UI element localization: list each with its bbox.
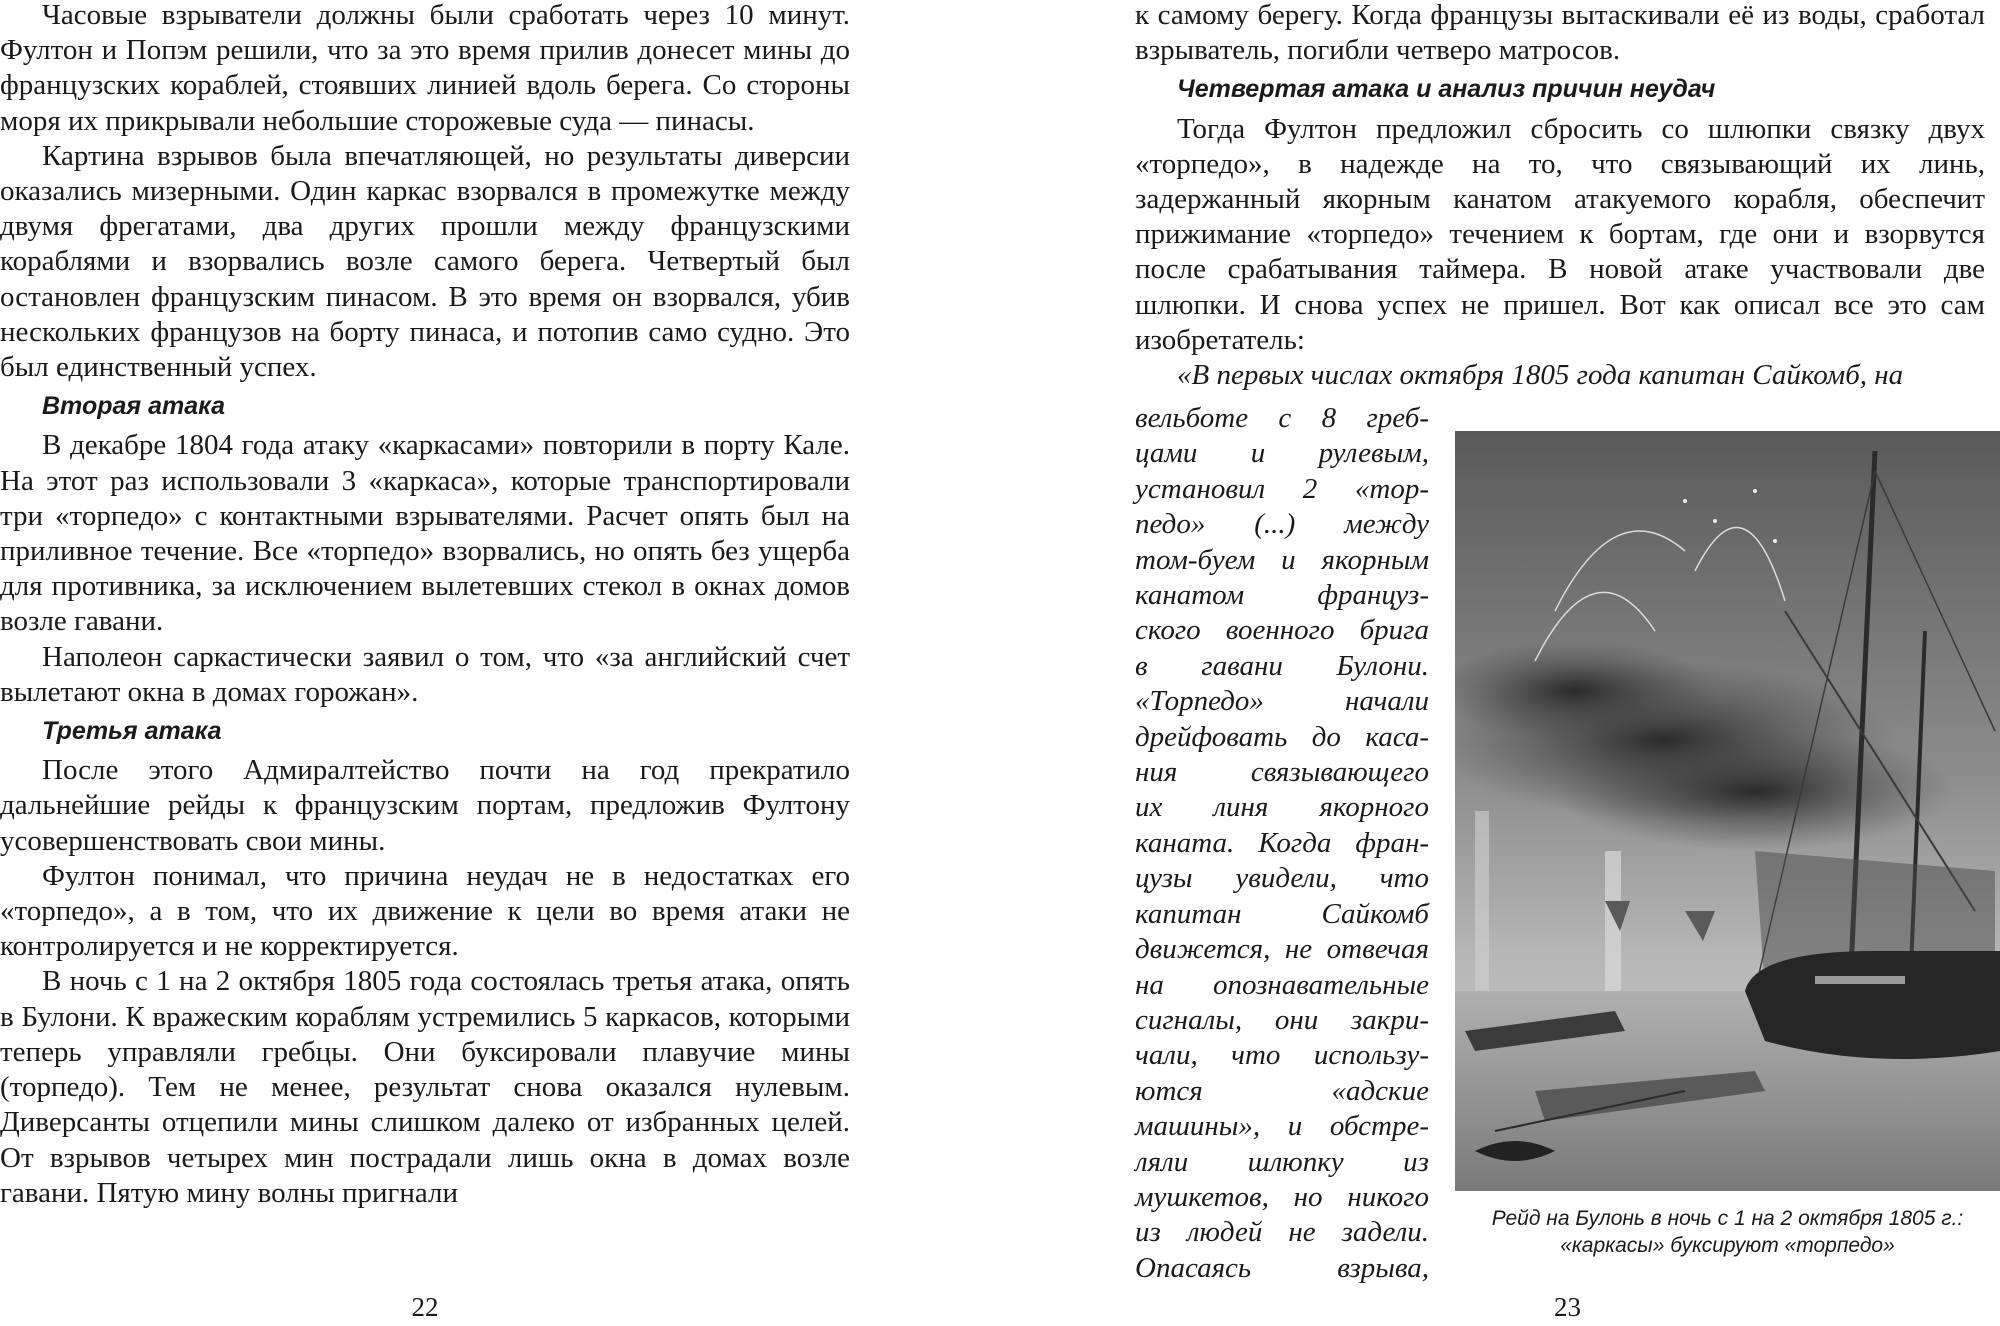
right-page <box>1135 0 2000 1326</box>
quote-line: машины», и обстре- <box>1135 1110 1429 1143</box>
paragraph: к самому берегу. Когда французы вытаскивали её из воды, сработал взрыватель, погибли четверо матросов. <box>1135 0 1985 67</box>
quote-first-line: «В первых числах октября 1805 года капитан Сайкомб, на <box>1177 359 1904 392</box>
quote-line: ляли шлюпку из <box>1135 1145 1429 1178</box>
quote-line: капитан Сайкомб <box>1135 897 1429 930</box>
quote-line: установил 2 «тор- <box>1135 472 1429 505</box>
quote-column <box>1135 401 1429 1286</box>
figure-caption: Рейд на Булонь в ночь с 1 на 2 октября 1805 г.: «каркасы» буксируют «торпедо» <box>1491 1207 1964 1257</box>
quote-line: педо» (...) между <box>1135 508 1429 541</box>
paragraph: Тогда Фултон предложил сбросить со шлюпки связку двух «торпедо», в надежде на то, что связывающий их линь, задержанный якорным канатом атакуемого корабля, обеспечит прижимание «торпедо» течением к бортам, где они и взорвутся после срабатывания таймера. В новой атаке участвовали две шлюпки. И снова успех не пришел. Вот как описал все это сам изобретатель: <box>1135 112 1985 356</box>
quote-line: канатом француз- <box>1135 579 1429 612</box>
quote-line: вельботе с 8 греб- <box>1135 402 1429 434</box>
quote-line: цами и рулевым, <box>1135 437 1429 470</box>
quote-line: ются «адские <box>1135 1074 1429 1107</box>
paragraph: В ночь с 1 на 2 октября 1805 года состоялась третья атака, опять в Булони. К вражеским кораблям устремились 5 каркасов, которыми теперь управляли гребцы. Они буксировали плавучие мины (торпедо). Тем не менее, результат снова оказался нулевым. Диверсанты отцепили мины слишком далеко от избранных целей. От взрывов четырех мин пострадали лишь окна в домах возле гавани. Пятую мину волны пригнали <box>0 965 850 1209</box>
paragraph: В декабре 1804 года атаку «каркасами» повторили в порту Кале. На этот раз использовали 3 «каркаса», которые транспортировали три «торпедо» с контактными взрывателями. Расчет опять был на приливное течение. Все «торпедо» взорвались, но опять без ущерба для противника, за исключением вылетевших стекол в окнах домов возле гавани. <box>0 429 850 638</box>
page-number: 23 <box>1554 1292 1581 1322</box>
quote-line: на опознавательные <box>1135 968 1429 1001</box>
quote-line: сигналы, они закри- <box>1135 1003 1429 1036</box>
quote-line: цузы увидели, что <box>1135 862 1429 895</box>
quote-line: ния связывающего <box>1135 756 1429 789</box>
quote-line: ского военного брига <box>1135 614 1429 647</box>
left-page-text <box>0 0 850 1211</box>
right-page-text <box>1135 0 1985 393</box>
quote-line: их линя якорного <box>1135 791 1429 824</box>
quote-line: каната. Когда фран- <box>1135 826 1429 859</box>
paragraph: Фултон понимал, что причина неудач не в недостатках его «торпедо», а в том, что их движение к цели во время атаки не контролируется и не корректируется. <box>0 859 850 963</box>
page-number: 22 <box>411 1292 439 1322</box>
ship-engraving-image <box>1455 431 2000 1191</box>
section-heading-third-attack: Третья атака <box>42 717 222 746</box>
paragraph: Наполеон саркастически заявил о том, что «за английский счет вылетают окна в домах горожан». <box>0 640 850 708</box>
quote-line: мушкетов, но никого <box>1135 1180 1429 1213</box>
paragraph: Картина взрывов была впечатляющей, но результаты диверсии оказались мизерными. Один каркас взорвался в промежутке между двумя фрегатами, два других прошли между французскими кораблями и взорвались возле самого берега. Четвертый был остановлен французским пинасом. В это время он взорвался, убив нескольких французов на борту пинаса, и потопив само судно. Это был единственный успех. <box>0 139 850 384</box>
quote-line: «Торпедо» начали <box>1135 685 1429 718</box>
engraving-figure <box>1455 431 2000 1191</box>
quote-line: движется, не отвечая <box>1135 933 1429 966</box>
quote-line: из людей не задели. <box>1135 1216 1429 1249</box>
left-page <box>0 0 850 1326</box>
paragraph: Часовые взрыватели должны были сработать через 10 минут. Фултон и Попэм решили, что за это время прилив донесет мины до французских кораблей, стоявших линией вдоль берега. Со стороны моря их прикрывали небольшие сторожевые суда — пинасы. <box>0 0 850 137</box>
section-heading-second-attack: Вторая атака <box>42 392 225 421</box>
quote-line: в гавани Булони. <box>1135 649 1429 682</box>
paragraph: После этого Адмиралтейство почти на год прекратило дальнейшие рейды к французским портам, предложив Фултону усовершенствовать свои мины. <box>0 754 850 857</box>
section-heading-fourth-attack: Четвертая атака и анализ причин неудач <box>1177 75 1716 104</box>
quote-line: чали, что использу- <box>1135 1039 1429 1072</box>
quote-line: дрейфовать до каса- <box>1135 720 1429 753</box>
quote-line: том-буем и якорным <box>1135 543 1429 576</box>
quote-line: Опасаясь взрыва, <box>1135 1251 1429 1284</box>
